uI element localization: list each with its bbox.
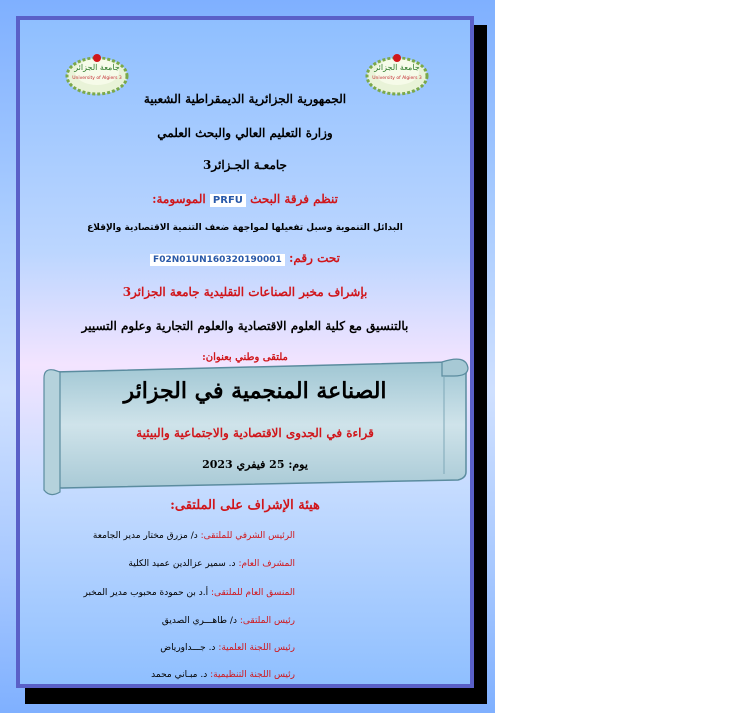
research-number-line: [20, 251, 470, 266]
research-team-line: [20, 192, 470, 207]
university-title: جامعـة الجـزائر3: [203, 158, 287, 172]
laurel-emblem-icon: [64, 46, 130, 98]
event-date: يوم: 25 فيفري 2023: [202, 458, 308, 471]
committee-member: رئيس الملتقى: د/ طاهـــري الصديق: [161, 616, 295, 626]
event-subtitle: قراءة في الجدوى الاقتصادية والاجتماعية والبيئية: [136, 426, 374, 440]
committee-title: هيئة الإشراف على الملتقى:: [170, 498, 320, 513]
committee-member: رئيس اللجنة العلمية: د. جـــداورياض: [160, 643, 295, 653]
committee-member: المشرف العام: د. سمير عزالدين عميد الكلية: [128, 559, 295, 569]
research-suffix: الموسومة:: [152, 192, 206, 206]
supervision-line: بإشراف مخبر الصناعات التقليدية جامعة الجزائر3: [122, 285, 368, 299]
svg-text:University of Algiers 3: University of Algiers 3: [372, 76, 422, 81]
event-intro: ملتقى وطني بعنوان:: [202, 352, 288, 363]
research-number-label: تحت رقم:: [288, 251, 340, 265]
coordination-line: بالتنسيق مع كلية العلوم الاقتصادية والعلوم التجارية وعلوم التسيير: [81, 319, 409, 333]
committee-member: رئيس اللجنة التنظيمية: د. مبـاني محمد: [151, 670, 295, 680]
university-logo-left: [64, 46, 130, 98]
research-prefix: تنظم فرقة البحث: [250, 192, 338, 206]
committee-member: الرئيس الشرفي للملتقى: د/ مزرق مختار مدير الجامعة: [92, 531, 295, 541]
svg-text:جامعة الجزائر: جامعة الجزائر: [374, 63, 420, 72]
laurel-emblem-icon: [364, 46, 430, 98]
research-title: البدائل التنموية وسبل تفعيلها لمواجهة ضعف التنمية الاقتصادية والإقلاع: [87, 223, 403, 233]
svg-text:University of Algiers 3: University of Algiers 3: [72, 76, 122, 81]
committee-member: المنسق العام للملتقى: أ.د بن حمودة محبوب مدير المخبر: [83, 588, 295, 598]
ministry-title: وزارة التعليم العالي والبحث العلمي: [157, 126, 333, 140]
event-title: الصناعة المنجمية في الجزائر: [123, 378, 387, 404]
republic-title: الجمهورية الجزائرية الديمقراطية الشعبية: [143, 92, 347, 106]
university-logo-right: [364, 46, 430, 98]
svg-text:جامعة الجزائر: جامعة الجزائر: [74, 63, 120, 72]
research-number: F02N01UN160320190001: [150, 254, 285, 266]
research-code: PRFU: [210, 194, 246, 207]
event-scroll-banner: [40, 354, 470, 499]
